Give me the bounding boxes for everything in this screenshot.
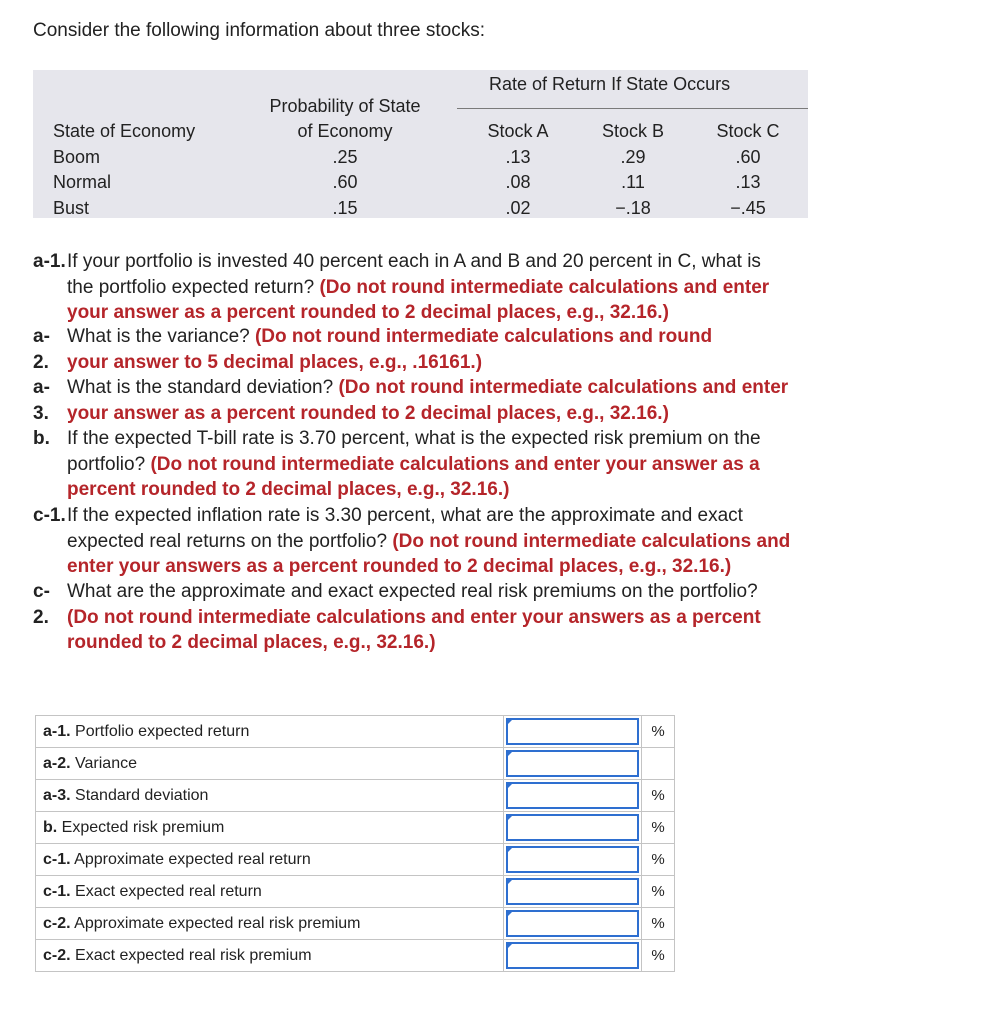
flag-icon xyxy=(506,782,514,790)
question-b xyxy=(33,426,933,504)
question-instruction: your answer as a percent rounded to 2 decimal places, e.g., 32.16.) xyxy=(67,302,669,323)
question-instruction: (Do not round intermediate calculations and enter your answer as a xyxy=(150,453,760,475)
question-label: a- xyxy=(33,377,50,398)
question-c1 xyxy=(33,503,933,581)
stock-b-header: Stock B xyxy=(601,121,665,141)
question-instruction: your answer to 5 decimal places, e.g., .16161.) xyxy=(67,351,483,373)
prob-header-line2: of Economy xyxy=(297,121,393,141)
question-text: portfolio? xyxy=(67,453,151,475)
question-label: c- xyxy=(33,581,50,602)
answer-input[interactable] xyxy=(506,910,640,937)
question-text: If the expected inflation rate is 3.30 percent, what are the approximate and exact xyxy=(67,505,743,526)
unit-label: % xyxy=(642,908,675,940)
answer-input[interactable] xyxy=(506,942,640,969)
question-a3 xyxy=(33,375,933,427)
table-cell-c: .13 xyxy=(735,172,761,192)
question-label: a- xyxy=(33,326,50,347)
flag-icon xyxy=(506,750,514,758)
group-header-rule xyxy=(457,108,808,109)
unit-label: % xyxy=(642,876,675,908)
unit-label: % xyxy=(642,812,675,844)
question-text: If your portfolio is invested 40 percent each in A and B and 20 percent in C, what is xyxy=(67,251,761,272)
state-header: State of Economy xyxy=(53,121,196,141)
question-label: 3. xyxy=(33,402,49,424)
flag-icon xyxy=(506,846,514,854)
answer-input[interactable] xyxy=(506,878,640,905)
question-a1 xyxy=(33,249,933,327)
question-a2 xyxy=(33,324,933,376)
answer-row xyxy=(36,940,675,972)
table-cell-a: .08 xyxy=(505,172,531,192)
question-text: If the expected T-bill rate is 3.70 percent, what is the expected risk premium on the xyxy=(67,428,761,449)
question-text: the portfolio expected return? xyxy=(67,276,320,298)
table-cell-b: −.18 xyxy=(615,198,651,218)
stock-data-table xyxy=(33,70,808,225)
answer-input[interactable] xyxy=(506,782,640,809)
table-cell-a: .13 xyxy=(505,147,531,167)
table-cell-b: .11 xyxy=(621,172,645,192)
stock-a-header: Stock A xyxy=(487,121,549,141)
unit-label: % xyxy=(642,844,675,876)
group-header: Rate of Return If State Occurs xyxy=(489,74,731,94)
table-cell-a: .02 xyxy=(505,198,531,218)
answer-label: a-1. Portfolio expected return xyxy=(36,716,504,748)
answer-row xyxy=(36,844,675,876)
table-cell-c: −.45 xyxy=(730,198,766,218)
answer-row xyxy=(36,780,675,812)
answer-input[interactable] xyxy=(506,750,640,777)
answer-label: a-3. Standard deviation xyxy=(36,780,504,812)
question-instruction: your answer as a percent rounded to 2 decimal places, e.g., 32.16.) xyxy=(67,402,669,424)
answer-label: c-2. Approximate expected real risk premium xyxy=(36,908,504,940)
unit-label xyxy=(642,748,675,780)
table-cell-b: .29 xyxy=(620,147,646,167)
unit-label: % xyxy=(642,716,675,748)
question-label: b. xyxy=(33,428,50,449)
answer-row xyxy=(36,748,675,780)
unit-label: % xyxy=(642,940,675,972)
answer-input[interactable] xyxy=(506,814,640,841)
table-cell-c: .60 xyxy=(735,147,761,167)
answer-label: c-1. Exact expected real return xyxy=(36,876,504,908)
answer-label: c-1. Approximate expected real return xyxy=(36,844,504,876)
question-instruction: (Do not round intermediate calculations and enter your answers as a percent xyxy=(67,606,761,628)
answer-label: b. Expected risk premium xyxy=(36,812,504,844)
flag-icon xyxy=(506,718,514,726)
question-instruction: (Do not round intermediate calculations and enter xyxy=(338,377,789,398)
question-text: expected real returns on the portfolio? xyxy=(67,530,393,552)
question-c2 xyxy=(33,579,933,657)
question-instruction: (Do not round intermediate calculations and enter xyxy=(319,276,770,298)
answer-label: c-2. Exact expected real risk premium xyxy=(36,940,504,972)
answer-label: a-2. Variance xyxy=(36,748,504,780)
intro-text: Consider the following information about three stocks: xyxy=(33,20,486,41)
question-label: a-1. xyxy=(33,251,66,272)
table-cell-prob: .60 xyxy=(332,172,358,192)
table-cell-prob: .25 xyxy=(332,147,358,167)
question-instruction: enter your answers as a percent rounded to 2 decimal places, e.g., 32.16.) xyxy=(67,556,732,577)
table-cell-state: Bust xyxy=(53,198,90,218)
stock-c-header: Stock C xyxy=(716,121,780,141)
prob-header-line1: Probability of State xyxy=(269,96,421,116)
answer-row xyxy=(36,876,675,908)
answer-table xyxy=(35,715,675,972)
question-instruction: (Do not round intermediate calculations and xyxy=(392,530,791,552)
answer-row xyxy=(36,908,675,940)
table-cell-state: Boom xyxy=(53,147,101,167)
question-label: 2. xyxy=(33,351,49,373)
question-label: c-1. xyxy=(33,505,66,526)
flag-icon xyxy=(506,942,514,950)
question-instruction: rounded to 2 decimal places, e.g., 32.16.) xyxy=(67,632,436,653)
question-text: What are the approximate and exact expected real risk premiums on the portfolio? xyxy=(67,581,758,602)
flag-icon xyxy=(506,814,514,822)
table-cell-state: Normal xyxy=(53,172,112,192)
table-cell-prob: .15 xyxy=(332,198,358,218)
question-text: What is the standard deviation? xyxy=(67,377,339,398)
question-label: 2. xyxy=(33,606,49,628)
unit-label: % xyxy=(642,780,675,812)
question-instruction: (Do not round intermediate calculations and round xyxy=(254,326,713,347)
answer-row xyxy=(36,812,675,844)
answer-input[interactable] xyxy=(506,846,640,873)
answer-row xyxy=(36,716,675,748)
answer-input[interactable] xyxy=(506,718,640,745)
flag-icon xyxy=(506,878,514,886)
question-text: What is the variance? xyxy=(67,326,255,347)
flag-icon xyxy=(506,910,514,918)
question-instruction: percent rounded to 2 decimal places, e.g., 32.16.) xyxy=(67,479,510,500)
